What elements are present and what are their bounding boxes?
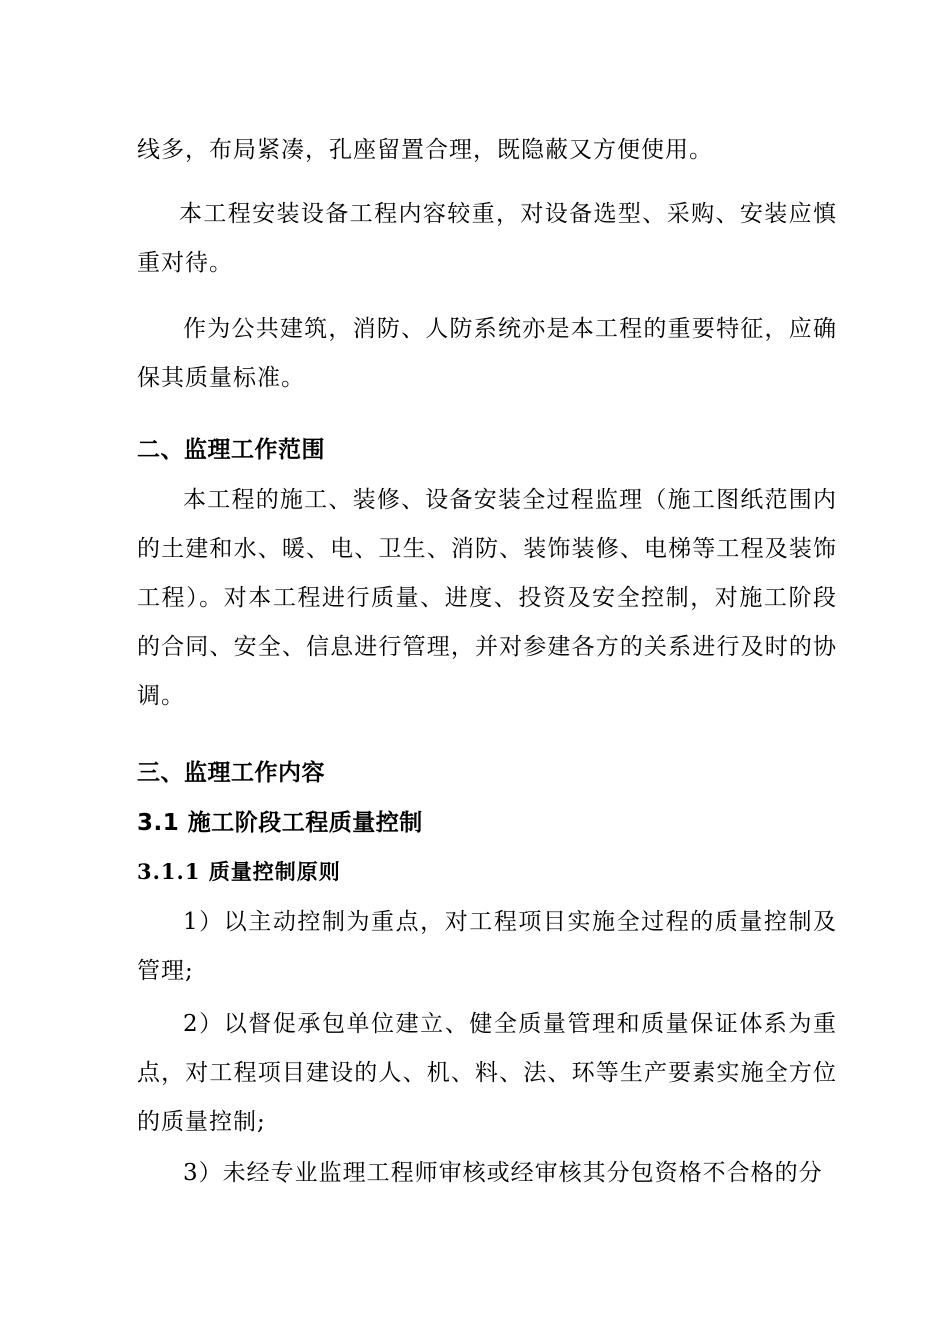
heading-quality-control: 3.1 施工阶段工程质量控制 [137, 810, 423, 836]
list-item-principle-2: 2）以督促承包单位建立、健全质量管理和质量保证体系为重点，对工程项目建设的人、机、料、法、环等生产要素实施全方位的质量控制; [137, 1011, 837, 1135]
list-item-principle-1: 1）以主动控制为重点，对工程项目实施全过程的质量控制及管理; [137, 909, 837, 984]
paragraph-wiring-layout: 线多，布局紧凑，孔座留置合理，既隐蔽又方便使用。 [137, 137, 713, 163]
heading-supervision-content: 三、监理工作内容 [137, 760, 325, 786]
heading-supervision-scope: 二、监理工作范围 [137, 437, 325, 463]
paragraph-fire-civil-defense: 作为公共建筑，消防、人防系统亦是本工程的重要特征，应确保其质量标准。 [137, 316, 837, 391]
paragraph-scope-details: 本工程的施工、装修、设备安装全过程监理（施工图纸范围内的土建和水、暖、电、卫生、消防、装饰装修、电梯等工程及装饰工程）。对本工程进行质量、进度、投资及安全控制，对施工阶段的合同、安全、信息进行管理，并对参建各方的关系进行及时的协调。 [137, 487, 837, 709]
list-item-principle-3: 3）未经专业监理工程师审核或经审核其分包资格不合格的分 [183, 1160, 823, 1186]
heading-quality-principles: 3.1.1 质量控制原则 [137, 859, 341, 884]
paragraph-equipment-installation: 本工程安装设备工程内容较重，对设备选型、采购、安装应慎重对待。 [137, 201, 837, 276]
